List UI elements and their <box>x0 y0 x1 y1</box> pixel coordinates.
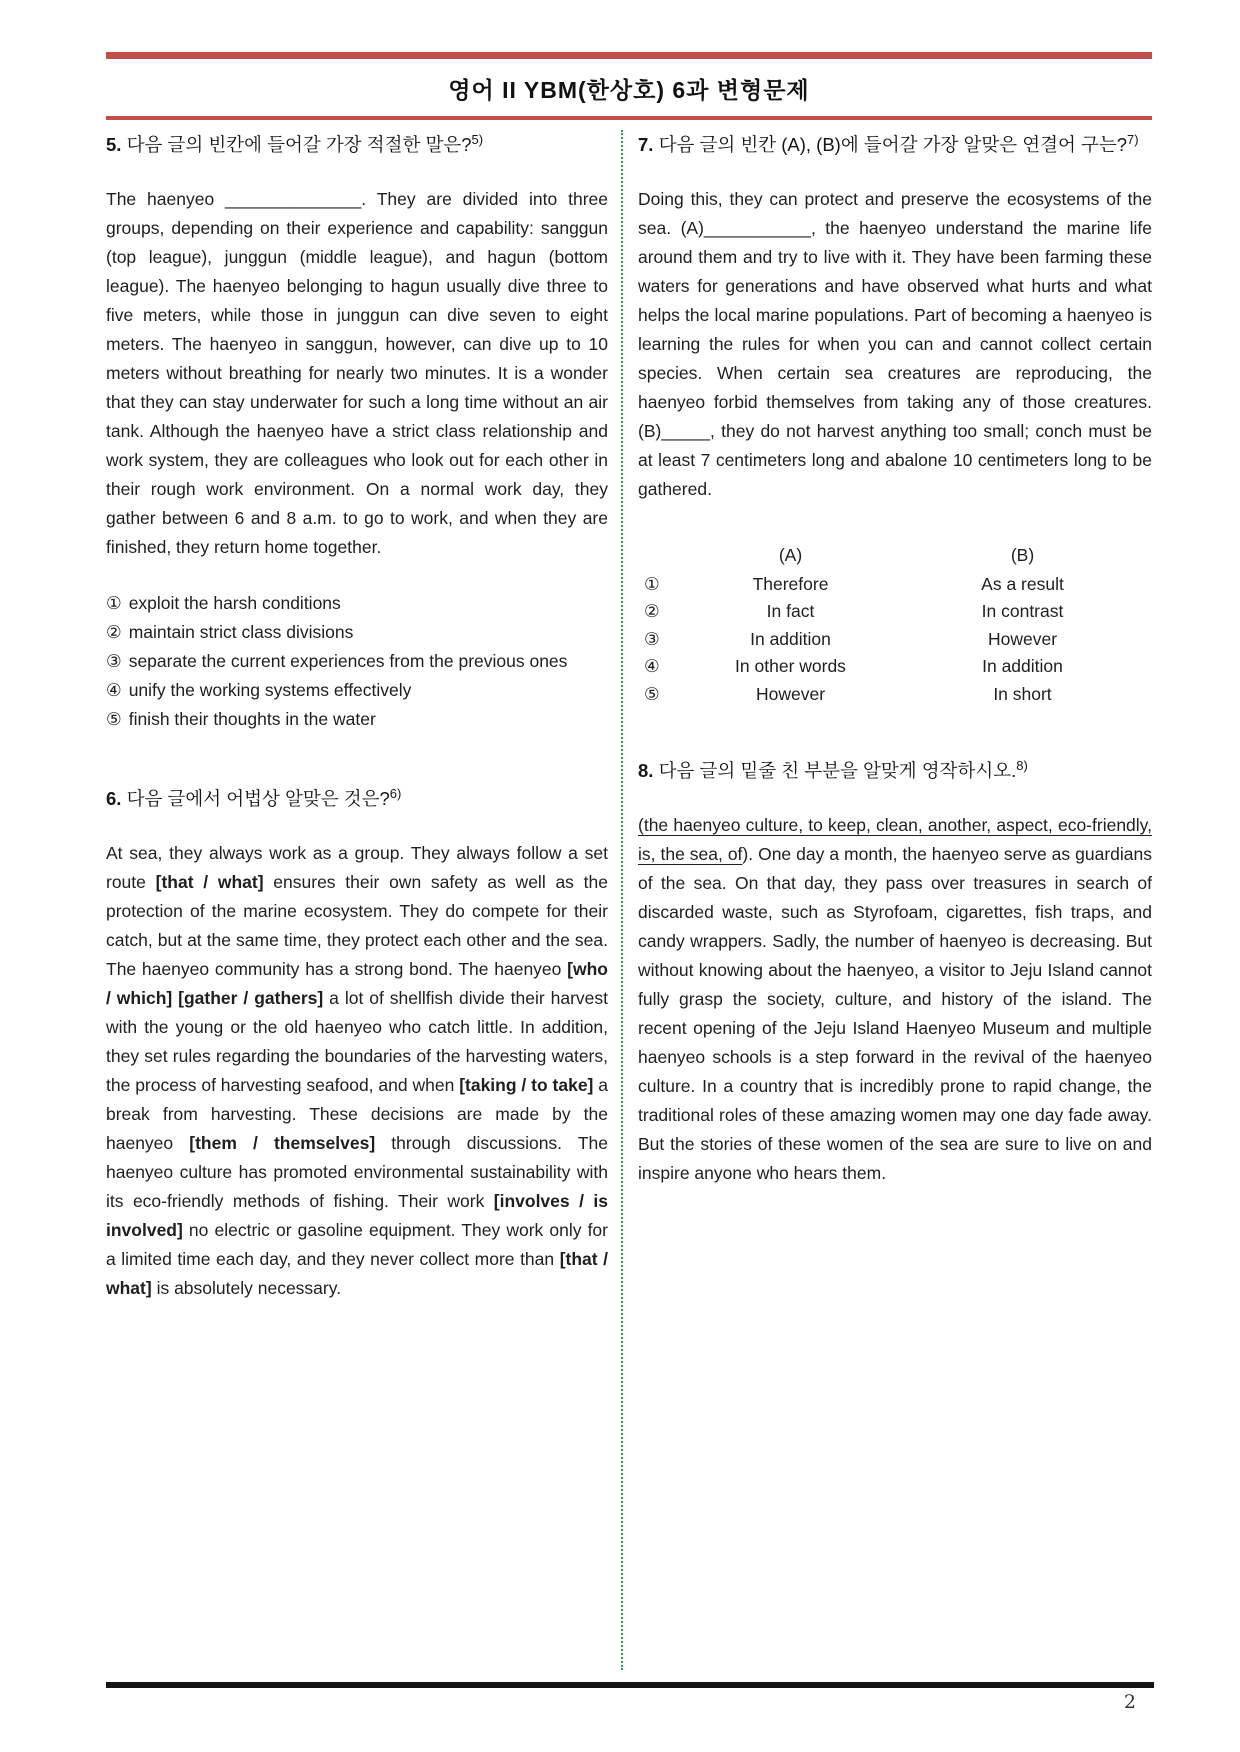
q5-choice-3 <box>106 647 608 676</box>
question-5-heading: 5. 다음 글의 빈칸에 들어갈 가장 적절한 말은?$^{5)}$ <box>106 131 484 155</box>
q7-table-row-3 <box>638 626 1152 654</box>
choice-marker: ② <box>106 622 122 642</box>
row-marker: ⑤ <box>644 683 660 704</box>
row-marker: ④ <box>644 656 660 676</box>
cell-b: In contrast <box>981 601 1064 621</box>
question-6-passage: At sea, they always work as a group. They always follow a set route [that / what] ensures their own safety as well as the protection of the marine ecosystem. They do compete for their catch, but at the same time, they protect each other and the sea. The haenyeo community has a strong bond. The haenyeo [who / which] [gather / gathers] a lot of shellfish divide their harvest with the young or the old haenyeo who catch little. In addition, they set rules regarding the boundaries of the harvesting waters, the process of harvesting seafood, and when [taking / to take] a break from harvesting. These decisions are made by the haenyeo [them / themselves] through discussions. The haenyeo culture has promoted environmental sustainability with its eco-friendly methods of fishing. Their work [involves / is involved] no electric or gasoline equipment. They work only for a limited time each day, and they never collect more than [that / what] is absolutely necessary. <box>106 843 609 1298</box>
cell-a: In fact <box>766 601 815 621</box>
question-5 <box>106 130 608 734</box>
question-6-heading: 6. 다음 글에서 어법상 알맞은 것은?$^{6)}$ <box>106 785 402 809</box>
question-8-passage: (the haenyeo culture, to keep, clean, another, aspect, eco-friendly, is, the sea, of). One day a month, the haenyeo serve as guardians of the sea. On that day, they pass over treasures in search of discarded waste, such as Styrofoam, cigarettes, fish traps, and candy wrappers. Sadly, the number of haenyeo is decreasing. But without knowing about the haenyeo, a visitor to Jeju Island cannot fully grasp the society, culture, and history of the island. The recent opening of the Jeju Island Haenyeo Museum and multiple haenyeo schools is a step forward in the revival of the haenyeo culture. In a country that is incredibly prone to rapid change, the traditional roles of these amazing women may one day fade away. But the stories of these women of the sea are sure to live on and inspire anyone who hears them. <box>638 815 1152 1183</box>
q5-choice-2 <box>106 618 608 647</box>
question-7-passage: Doing this, they can protect and preserve the ecosystems of the sea. (A)___________, the haenyeo understand the marine life around them and try to live with it. They have been farming these waters for generations and have observed what hurts and what helps the local marine populations. Part of becoming a haenyeo is learning the rules for when you can and cannot collect certain species. When certain sea creatures are reproducing, the haenyeo forbid themselves from taking any of those creatures. (B)_____, they do not harvest anything too small; conch must be at least 7 centimeters long and abalone 10 centimeters long to be gathered. <box>638 189 1152 499</box>
question-7-heading: 7. 다음 글의 빈칸 (A), (B)에 들어갈 가장 알맞은 연결어 구는?$^{7)}$ <box>638 131 1139 155</box>
cell-b: In addition <box>982 656 1063 676</box>
choice-text: unify the working systems effectively <box>128 680 412 700</box>
question-5-choices <box>106 589 608 734</box>
q5-choice-5 <box>106 705 608 734</box>
footer-rule <box>106 1682 1154 1688</box>
page-title: 영어 II YBM(한상호) 6과 변형문제 <box>448 77 810 103</box>
row-marker: ③ <box>644 628 660 649</box>
choice-marker: ⑤ <box>106 709 122 729</box>
choice-text: exploit the harsh conditions <box>128 593 341 613</box>
col-a-header: (A) <box>778 545 803 565</box>
header-rule-top <box>106 52 1152 59</box>
two-column-body <box>106 130 1152 1670</box>
page-number: 2 <box>1123 1691 1136 1713</box>
q7-table-header-row <box>638 542 1152 570</box>
choice-text: maintain strict class divisions <box>128 622 354 642</box>
q7-table-row-1 <box>638 571 1152 599</box>
column-left <box>106 130 621 1670</box>
q7-table-row-5 <box>638 681 1152 709</box>
choice-marker: ③ <box>106 651 122 671</box>
question-5-passage: The haenyeo ______________. They are divided into three groups, depending on their experience and capability: sanggun (top league), junggun (middle league), and hagun (bottom league). The haenyeo belonging to hagun usually dive three to five meters, while those in junggun can dive seven to eight meters. The haenyeo in sanggun, however, can dive up to 10 meters without breathing for nearly two minutes. It is a wonder that they can stay underwater for such a long time without an air tank. Although the haenyeo have a strict class relationship and work system, they are colleagues who look out for each other in their rough work environment. On a normal work day, they gather between 6 and 8 a.m. to go to work, and when they are finished, they return home together. <box>106 189 608 557</box>
q7-answer-table <box>638 542 1152 708</box>
cell-a: In addition <box>750 628 831 649</box>
cell-b: However <box>987 628 1058 649</box>
question-6 <box>106 784 608 1303</box>
q7-table-row-4 <box>638 653 1152 681</box>
q5-choice-1 <box>106 589 608 618</box>
cell-a: Therefore <box>752 573 829 594</box>
row-marker: ① <box>644 573 660 594</box>
cell-a: However <box>755 683 826 704</box>
choice-text: finish their thoughts in the water <box>128 709 376 729</box>
col-b-header: (B) <box>1010 545 1035 565</box>
table-corner-cell <box>638 542 688 570</box>
row-marker: ② <box>644 601 660 621</box>
header-rule-bottom <box>106 116 1152 120</box>
question-8-heading: 8. 다음 글의 밑줄 친 부분을 알맞게 영작하시오.$^{8)}$ <box>638 757 1028 781</box>
column-right <box>623 130 1152 1670</box>
page-footer <box>106 1682 1154 1713</box>
choice-text: separate the current experiences from the previous ones <box>128 651 568 671</box>
cell-b: As a result <box>981 573 1064 594</box>
choice-marker: ④ <box>106 680 122 700</box>
q7-table-row-2 <box>638 598 1152 626</box>
question-7 <box>638 130 1152 708</box>
cell-a: In other words <box>735 656 846 676</box>
cell-b: In short <box>993 683 1052 704</box>
question-8 <box>638 756 1152 1188</box>
choice-marker: ① <box>106 593 122 613</box>
q5-choice-4 <box>106 676 608 705</box>
